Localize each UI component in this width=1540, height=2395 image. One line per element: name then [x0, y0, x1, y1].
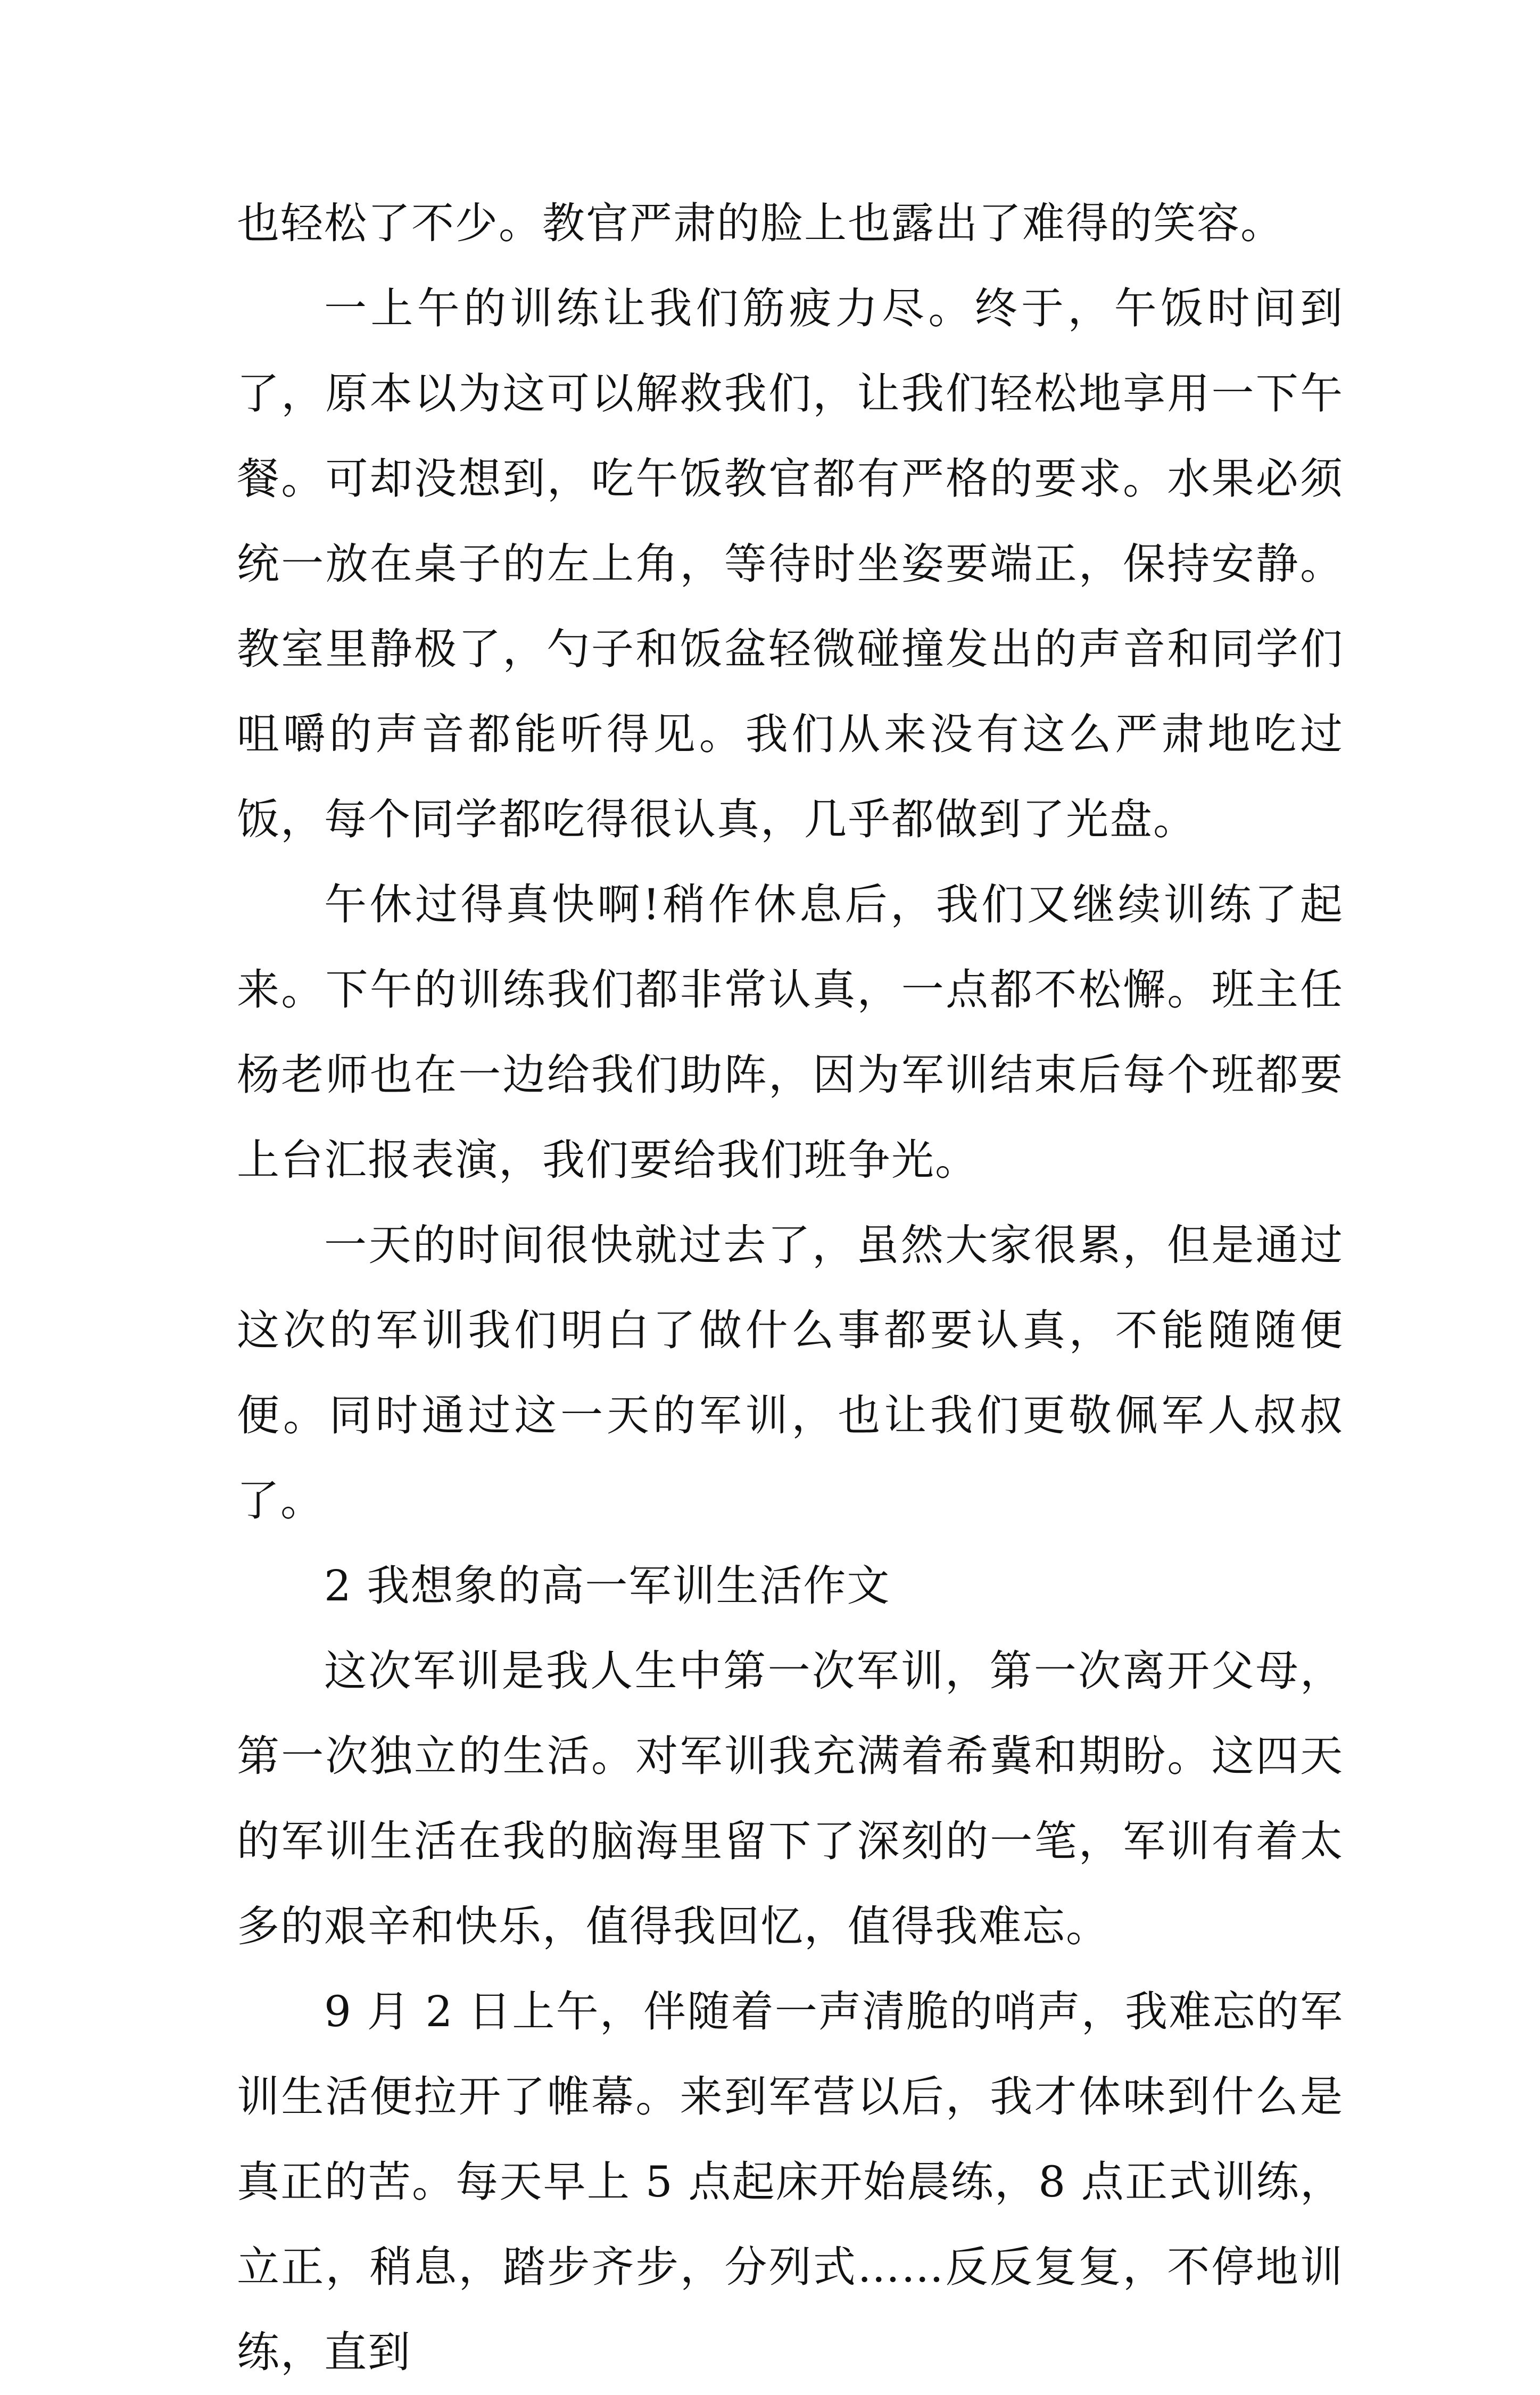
paragraph-training: 9 月 2 日上午，伴随着一声清脆的哨声，我难忘的军训生活便拉开了帷幕。来到军营以后，我才体味到什么是真正的苦。每天早上 5 点起床开始晨练，8 点正式训练，立正，稍息，踏步齐步，分列式……反反复复，不停地训练，直到 [237, 1987, 1344, 2377]
paragraph-lunch: 一上午的训练让我们筋疲力尽。终于，午饭时间到了，原本以为这可以解救我们，让我们轻松地享用一下午餐。可却没想到，吃午饭教官都有严格的要求。水果必须统一放在桌子的左上角，等待时坐姿要端正，保持安静。教室里静极了，勺子和饭盆轻微碰撞发出的声音和同学们咀嚼的声音都能听得见。我们从来没有这么严肃地吃过饭，每个同学都吃得很认真，几乎都做到了光盘。 [237, 284, 1344, 844]
paragraph-intro: 这次军训是我人生中第一次军训，第一次离开父母，第一次独立的生活。对军训我充满着希冀和期盼。这四天的军训生活在我的脑海里留下了深刻的一笔，军训有着太多的艰辛和快乐，值得我回忆，值得我难忘。 [237, 1646, 1344, 1951]
paragraph-reflection: 一天的时间很快就过去了，虽然大家很累，但是通过这次的军训我们明白了做什么事都要认真，不能随随便便。同时通过这一天的军训，也让我们更敬佩军人叔叔了。 [237, 1220, 1344, 1525]
essay-heading: 2 我想象的高一军训生活作文 [324, 1561, 891, 1611]
paragraph-afternoon: 午休过得真快啊!稍作休息后，我们又继续训练了起来。下午的训练我们都非常认真，一点都不松懈。班主任杨老师也在一边给我们助阵，因为军训结束后每个班都要上台汇报表演，我们要给我们班争光。 [237, 880, 1344, 1185]
essay-text [237, 181, 1344, 2395]
paragraph-continuation: 也轻松了不少。教官严肃的脸上也露出了难得的笑容。 [237, 199, 1284, 248]
